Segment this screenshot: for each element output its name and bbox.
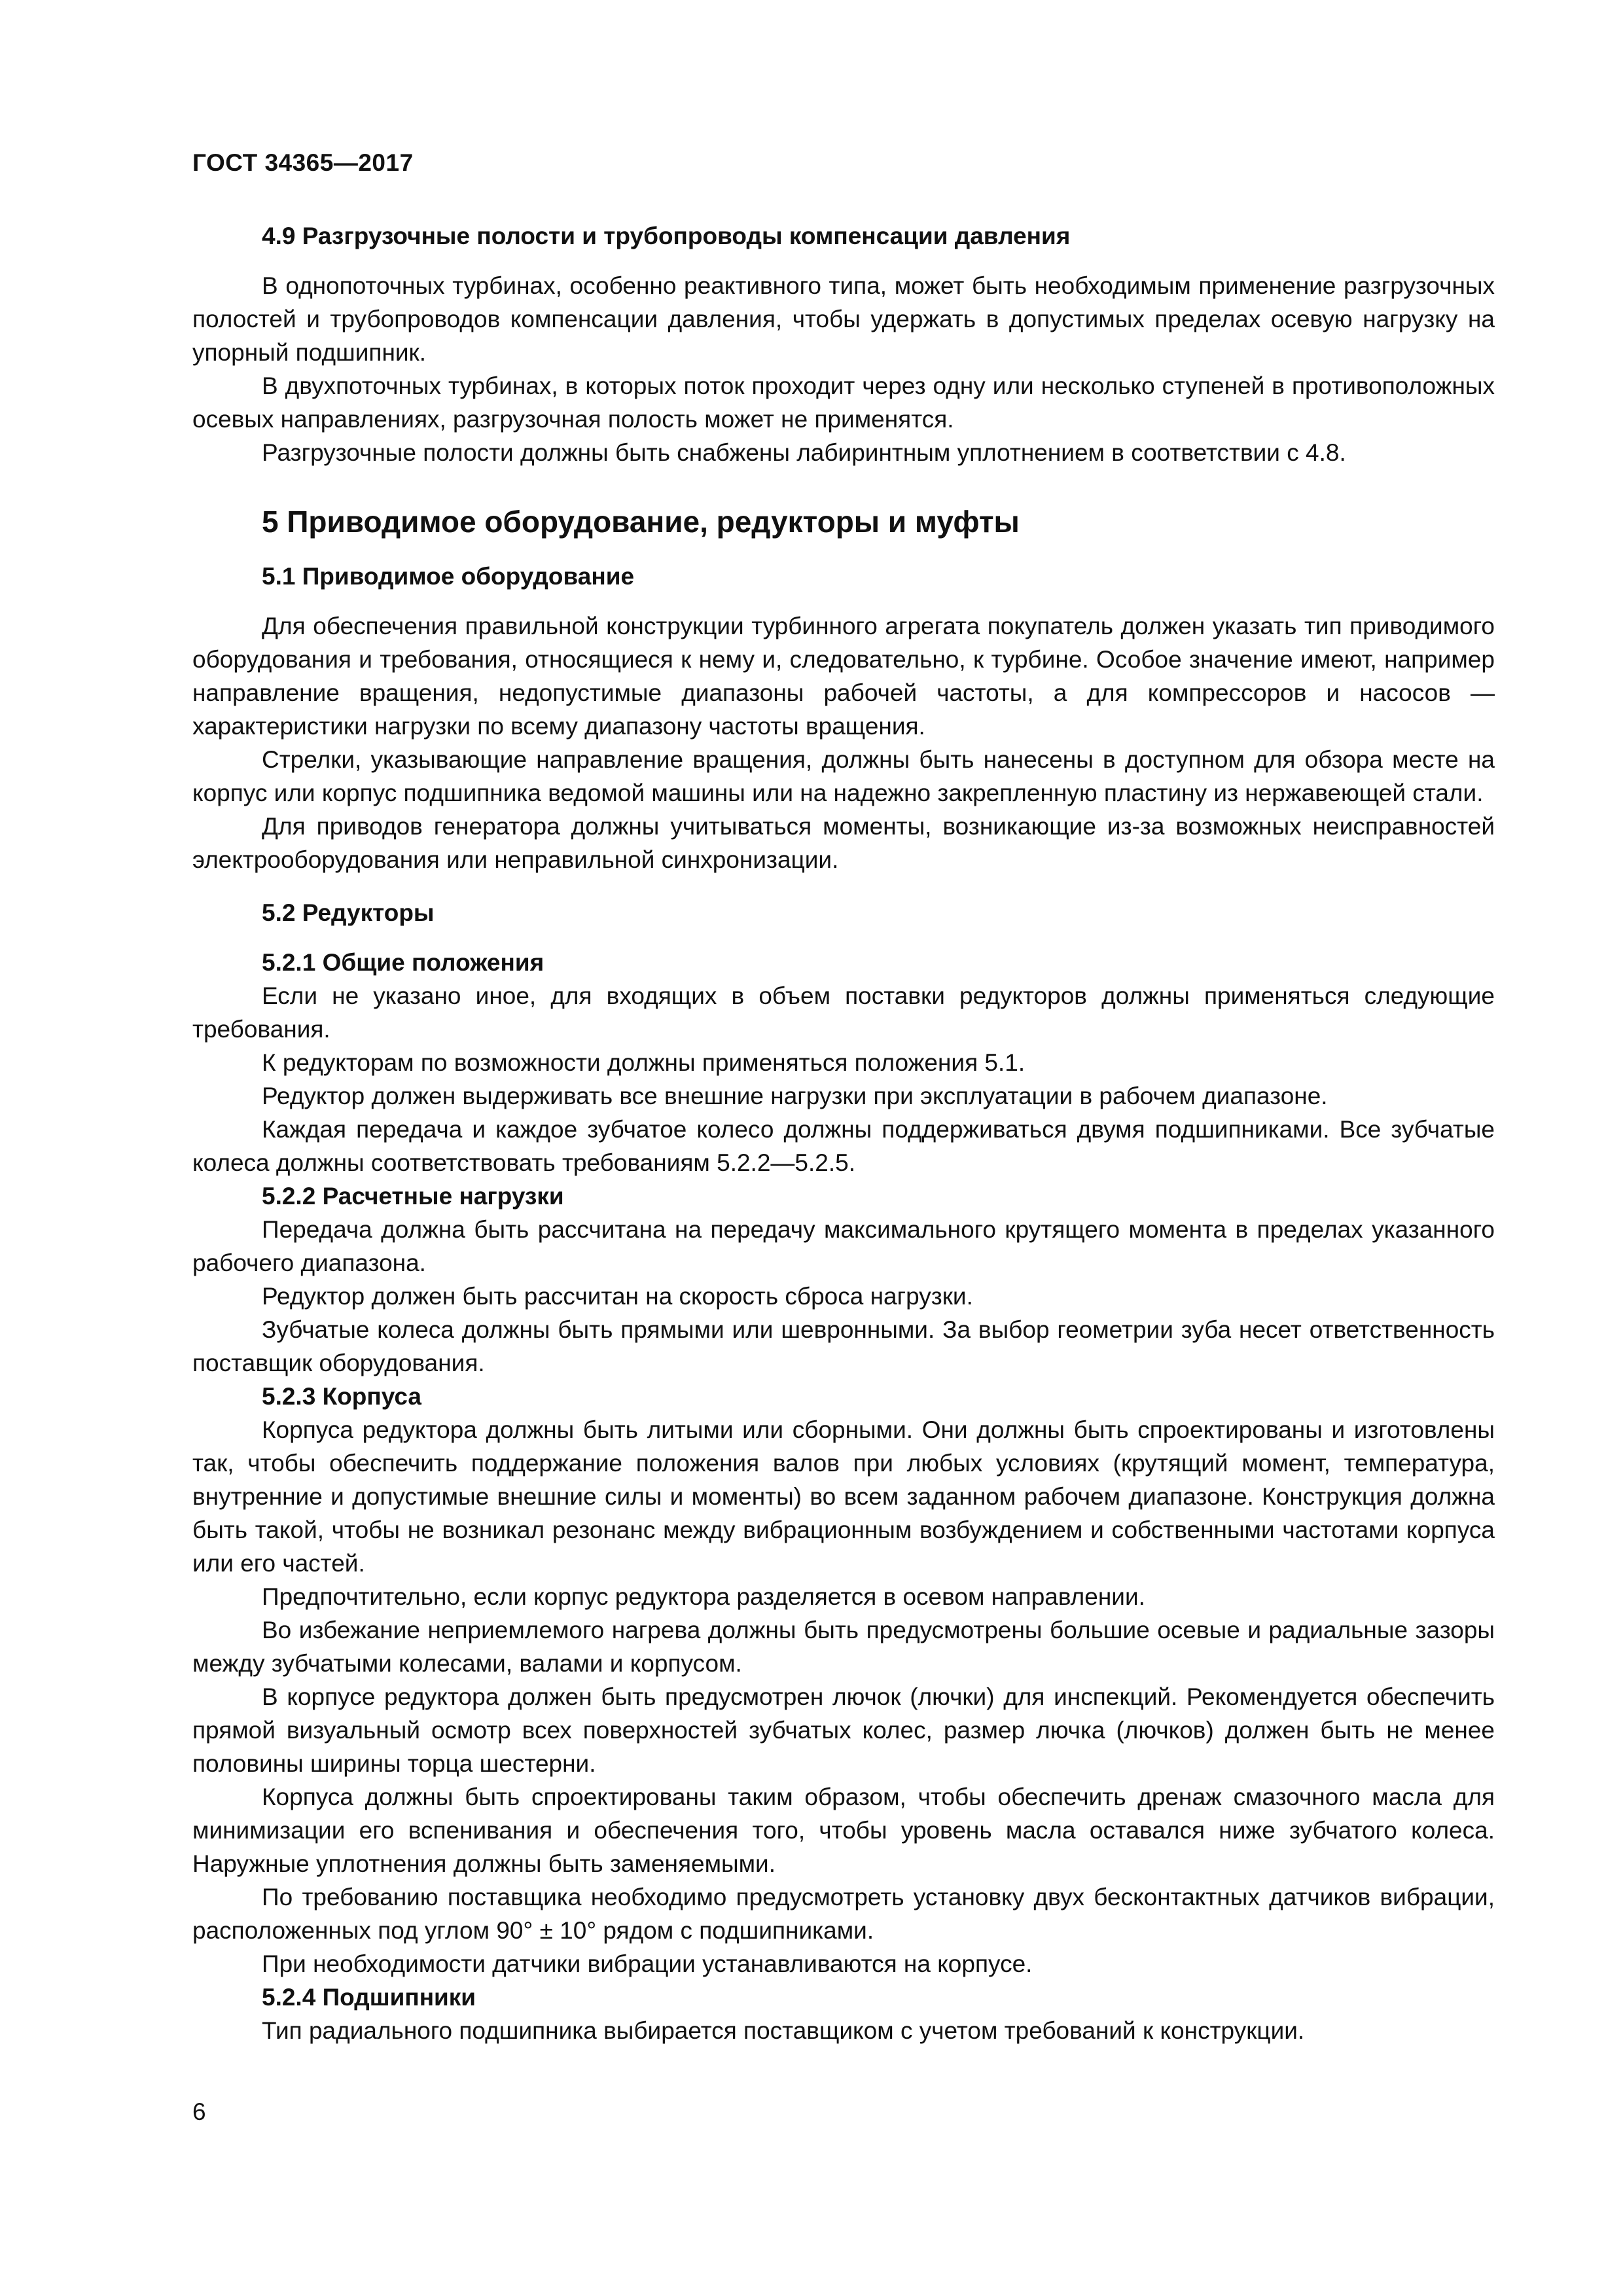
paragraph: Если не указано иное, для входящих в объем поставки редукторов должны применяться следующие требования. — [192, 982, 1495, 1043]
page-number: 6 — [192, 2098, 206, 2125]
paragraph: Предпочтительно, если корпус редуктора разделяется в осевом направлении. — [262, 1583, 1145, 1610]
paragraph: Для приводов генератора должны учитываться моменты, возникающие из-за возможных неисправностей электрооборудования или неправильной синхронизации. — [192, 813, 1495, 873]
paragraph: Тип радиального подшипника выбирается поставщиком с учетом требований к конструкции. — [262, 2017, 1305, 2044]
heading-5-2-1: 5.2.1 Общие положения — [262, 949, 544, 976]
heading-5-2: 5.2 Редукторы — [262, 899, 435, 926]
paragraph: Зубчатые колеса должны быть прямыми или шевронными. За выбор геометрии зуба несет ответственность поставщик оборудования. — [192, 1316, 1495, 1376]
paragraph: В двухпоточных турбинах, в которых поток проходит через одну или несколько ступеней в противоположных осевых направлениях, разгрузочная полость может не применятся. — [192, 372, 1495, 433]
paragraph: Корпуса должны быть спроектированы таким образом, чтобы обеспечить дренаж смазочного масла для минимизации его вспенивания и обеспечения того, чтобы уровень масла оставался ниже зубчатого колеса. Наружные уплотнения должны быть заменяемыми. — [192, 1784, 1495, 1877]
paragraph: К редукторам по возможности должны применяться положения 5.1. — [262, 1049, 1026, 1076]
heading-section-5: 5 Приводимое оборудование, редукторы и муфты — [262, 505, 1020, 539]
paragraph: По требованию поставщика необходимо предусмотреть установку двух бесконтактных датчиков вибрации, расположенных под углом 90° ± 10° рядом с подшипниками. — [192, 1884, 1495, 1944]
paragraph: Корпуса редуктора должны быть литыми или сборными. Они должны быть спроектированы и изготовлены так, чтобы обеспечить поддержание положения валов при любых условиях (крутящий момент, температура, внутренние и допустимые внешние силы и моменты) во всем заданном рабочем диапазоне. Конструкция должна быть такой, чтобы не возникал резонанс между вибрационным возбуждением и собственными частотами корпуса или его частей. — [192, 1416, 1495, 1577]
paragraph: Стрелки, указывающие направление вращения, должны быть нанесены в доступном для обзора месте на корпус или корпус подшипника ведомой машины или на надежно закрепленную пластину из нержавеющей стали. — [192, 746, 1495, 806]
paragraph: При необходимости датчики вибрации устанавливаются на корпусе. — [262, 1950, 1033, 1977]
paragraph: Разгрузочные полости должны быть снабжены лабиринтным уплотнением в соответствии с 4.8. — [262, 439, 1346, 466]
heading-5-2-3: 5.2.3 Корпуса — [262, 1383, 421, 1410]
heading-5-2-2: 5.2.2 Расчетные нагрузки — [262, 1183, 564, 1210]
paragraph: В корпусе редуктора должен быть предусмотрен лючок (лючки) для инспекций. Рекомендуется обеспечить прямой визуальный осмотр всех поверхностей зубчатых колес, размер лючка (лючков) должен быть не менее половины ширины торца шестерни. — [192, 1683, 1495, 1777]
paragraph: Для обеспечения правильной конструкции турбинного агрегата покупатель должен указать тип приводимого оборудования и требования, относящиеся к нему и, следовательно, к турбине. Особое значение имеют, например направление вращения, недопустимые диапазоны рабочей частоты, а для компрессоров и насосов — характеристики нагрузки по всему диапазону частоты вращения. — [192, 613, 1495, 740]
paragraph: Редуктор должен выдерживать все внешние нагрузки при эксплуатации в рабочем диапазоне. — [262, 1083, 1328, 1109]
paragraph: В однопоточных турбинах, особенно реактивного типа, может быть необходимым применение разгрузочных полостей и трубопроводов компенсации давления, чтобы удержать в допустимых пределах осевую нагрузку на упорный подшипник. — [192, 272, 1495, 366]
paragraph: Во избежание неприемлемого нагрева должны быть предусмотрены большие осевые и радиальные зазоры между зубчатыми колесами, валами и корпусом. — [192, 1617, 1495, 1677]
paragraph: Каждая передача и каждое зубчатое колесо должны поддерживаться двумя подшипниками. Все зубчатые колеса должны соответствовать требованиям 5.2.2—5.2.5. — [192, 1116, 1495, 1176]
paragraph: Редуктор должен быть рассчитан на скорость сброса нагрузки. — [262, 1283, 973, 1310]
heading-4-9: 4.9 Разгрузочные полости и трубопроводы компенсации давления — [262, 223, 1071, 249]
document-id-header: ГОСТ 34365—2017 — [192, 149, 414, 176]
heading-5-1: 5.1 Приводимое оборудование — [262, 563, 635, 590]
heading-5-2-4: 5.2.4 Подшипники — [262, 1984, 476, 2011]
paragraph: Передача должна быть рассчитана на передачу максимального крутящего момента в пределах указанного рабочего диапазона. — [192, 1216, 1495, 1276]
page-content — [192, 219, 1495, 2047]
